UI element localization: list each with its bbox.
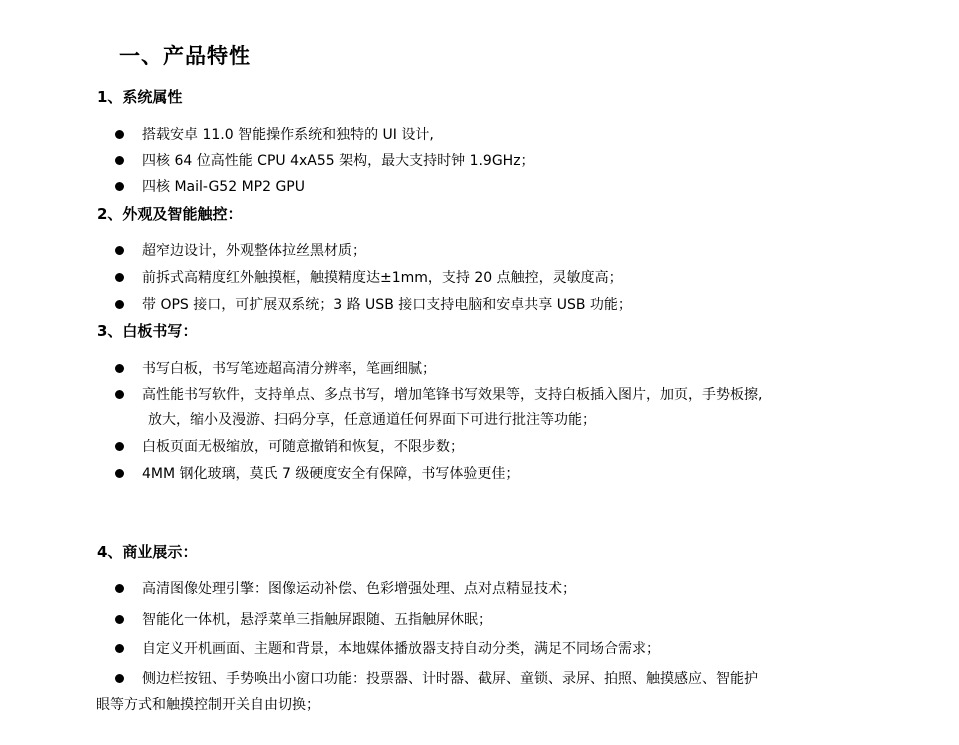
list-item-continuation: 放大，缩小及漫游、扫码分享，任意通道任何界面下可进行批注等功能； bbox=[148, 412, 596, 428]
bullet-icon bbox=[115, 156, 124, 165]
list-item-text: 书写白板，书写笔迹超高清分辨率，笔画细腻； bbox=[142, 361, 436, 377]
list-item-text: 智能化一体机，悬浮菜单三指触屏跟随、五指触屏休眠； bbox=[142, 612, 492, 628]
list-item bbox=[115, 240, 366, 260]
bullet-icon bbox=[115, 390, 124, 399]
bullet-icon bbox=[115, 246, 124, 255]
bullet-icon bbox=[115, 615, 124, 624]
list-item bbox=[115, 358, 436, 378]
section-heading-whiteboard: 3、白板书写： bbox=[97, 322, 198, 340]
section-heading-appearance: 2、外观及智能触控： bbox=[97, 205, 243, 223]
list-item-text: 四核 64 位高性能 CPU 4xA55 架构，最大支持时钟 1.9GHz； bbox=[142, 153, 535, 169]
list-item-text: 四核 Mail-G52 MP2 GPU bbox=[142, 179, 305, 195]
list-item bbox=[115, 267, 623, 287]
bullet-icon bbox=[115, 644, 124, 653]
section-heading-commercial: 4、商业展示： bbox=[97, 543, 198, 561]
bullet-icon bbox=[115, 469, 124, 478]
list-item bbox=[115, 150, 535, 170]
list-item-text: 前拆式高精度红外触摸框，触摸精度达±1mm，支持 20 点触控，灵敏度高； bbox=[142, 270, 623, 286]
list-item bbox=[115, 294, 632, 314]
list-item-text: 高清图像处理引擎：图像运动补偿、色彩增强处理、点对点精显技术； bbox=[142, 581, 576, 597]
list-item bbox=[115, 176, 305, 196]
bullet-icon bbox=[115, 584, 124, 593]
list-item-continuation: 眼等方式和触摸控制开关自由切换； bbox=[96, 697, 320, 713]
list-item bbox=[115, 436, 464, 456]
bullet-icon bbox=[115, 130, 124, 139]
list-item bbox=[115, 463, 519, 483]
list-item bbox=[115, 668, 758, 688]
list-item-text: 带 OPS 接口，可扩展双系统；3 路 USB 接口支持电脑和安卓共享 USB 功能； bbox=[142, 297, 632, 313]
list-item bbox=[115, 124, 434, 144]
bullet-icon bbox=[115, 300, 124, 309]
bullet-icon bbox=[115, 182, 124, 191]
list-item bbox=[115, 609, 492, 629]
bullet-icon bbox=[115, 364, 124, 373]
list-item-text: 超窄边设计，外观整体拉丝黑材质； bbox=[142, 243, 366, 259]
page-title: 一、产品特性 bbox=[119, 43, 251, 68]
list-item-text: 自定义开机画面、主题和背景，本地媒体播放器支持自动分类，满足不同场合需求； bbox=[142, 641, 660, 657]
bullet-icon bbox=[115, 442, 124, 451]
bullet-icon bbox=[115, 674, 124, 683]
bullet-icon bbox=[115, 273, 124, 282]
list-item-text: 4MM 钢化玻璃，莫氏 7 级硬度安全有保障，书写体验更佳； bbox=[142, 466, 520, 482]
list-item bbox=[115, 638, 660, 658]
list-item-text: 搭载安卓 11.0 智能操作系统和独特的 UI 设计, bbox=[142, 127, 434, 143]
list-item-text: 白板页面无极缩放，可随意撤销和恢复，不限步数； bbox=[142, 439, 464, 455]
section-heading-system: 1、系统属性 bbox=[97, 88, 183, 106]
list-item bbox=[115, 578, 576, 598]
list-item-text: 侧边栏按钮、手势唤出小窗口功能：投票器、计时器、截屏、童锁、录屏、拍照、触摸感应、智能护 bbox=[142, 671, 758, 687]
list-item-text: 高性能书写软件，支持单点、多点书写，增加笔锋书写效果等，支持白板插入图片，加页，手势板擦, bbox=[142, 387, 763, 403]
list-item bbox=[115, 384, 762, 404]
